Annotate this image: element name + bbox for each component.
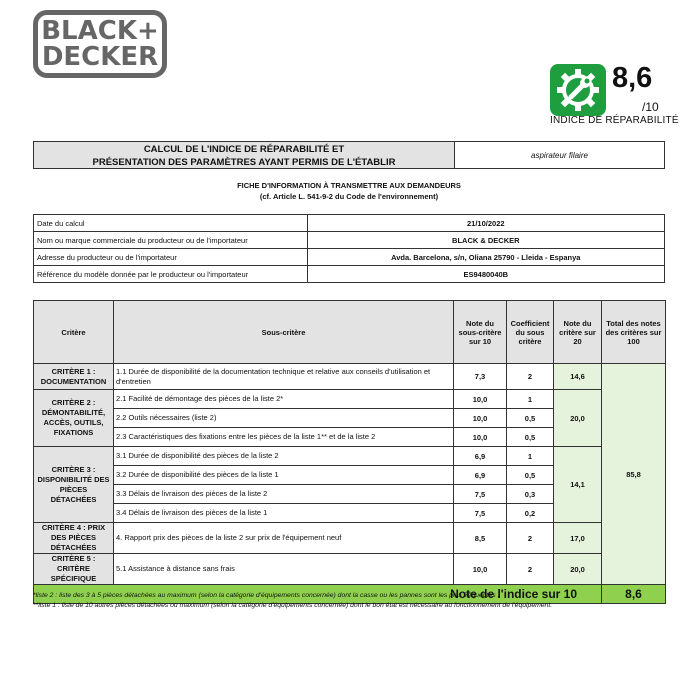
sub-coef: 0,5: [507, 466, 554, 485]
sub-note: 7,3: [454, 364, 507, 390]
header-row: [34, 301, 666, 364]
footnotes: [33, 591, 673, 611]
sub-criterion: 3.4 Délais de livraison des pièces de la liste 1: [114, 504, 454, 523]
criterion-score-1: 14,6: [554, 364, 602, 390]
final-score-label: Note de l'indice sur 10: [34, 585, 602, 604]
info-row: [34, 249, 665, 266]
wrench-gear-icon: [550, 64, 606, 116]
document-title: [34, 142, 455, 168]
title-box: [33, 141, 665, 169]
criterion-score-5: 20,0: [554, 554, 602, 585]
sub-note: 6,9: [454, 447, 507, 466]
sub-criterion: 3.3 Délais de livraison des pièces de la liste 2: [114, 485, 454, 504]
sub-note: 7,5: [454, 485, 507, 504]
title-line-1: CALCUL DE L'INDICE DE RÉPARABILITÉ ET: [143, 144, 345, 155]
title-line-2: PRÉSENTATION DES PARAMÈTRES AYANT PERMIS DE L'ÉTABLIR: [92, 157, 396, 168]
table-row: [34, 523, 666, 554]
info-value: BLACK & DECKER: [307, 232, 664, 249]
brand-logo: [33, 10, 167, 78]
criterion-3: CRITÈRE 3 : DISPONIBILITÉ DES PIÈCES DÉTACHÉES: [34, 447, 114, 523]
sub-note: 6,9: [454, 466, 507, 485]
sub-criterion: 2.3 Caractéristiques des fixations entre les pièces de la liste 1** et de la liste 2: [114, 428, 454, 447]
fiche-line-2: (cf. Article L. 541-9-2 du Code de l'environnement): [259, 192, 439, 201]
header-sous-critere: Sous-critère: [114, 301, 454, 364]
scoring-table: [33, 300, 666, 604]
criterion-5: CRITÈRE 5 : CRITÈRE SPÉCIFIQUE: [34, 554, 114, 585]
criterion-score-4: 17,0: [554, 523, 602, 554]
fiche-line-1: FICHE D'INFORMATION À TRANSMETTRE AUX DEMANDEURS: [237, 181, 461, 190]
logo-line-1: BLACK+: [41, 16, 159, 46]
sub-note: 10,0: [454, 409, 507, 428]
header-note10: Note du sous-critère sur 10: [454, 301, 507, 364]
info-label: Nom ou marque commerciale du producteur ou de l'importateur: [34, 232, 308, 249]
sub-criterion: 1.1 Durée de disponibilité de la documentation technique et relative aux conseils d'utilisation et d'entretien: [114, 364, 454, 390]
table-row: [34, 390, 666, 409]
sub-note: 10,0: [454, 554, 507, 585]
fiche-heading: [33, 180, 665, 202]
sub-coef: 0,3: [507, 485, 554, 504]
table-row: [34, 447, 666, 466]
sub-note: 10,0: [454, 390, 507, 409]
info-label: Référence du modèle donnée par le producteur ou l'importateur: [34, 266, 308, 283]
total-score: 85,8: [602, 364, 666, 585]
criterion-4: CRITÈRE 4 : PRIX DES PIÈCES DÉTACHÉES: [34, 523, 114, 554]
product-type: aspirateur filaire: [531, 150, 588, 160]
badge-score: 8,6: [612, 62, 653, 94]
sub-coef: 2: [507, 554, 554, 585]
logo-line-2: DECKER: [41, 42, 159, 72]
sub-note: 10,0: [454, 428, 507, 447]
header-coef: Coefficient du sous critère: [507, 301, 554, 364]
header-total: Total des notes des critères sur 100: [602, 301, 666, 364]
criterion-score-3: 14,1: [554, 447, 602, 523]
sub-note: 7,5: [454, 504, 507, 523]
criterion-score-2: 20,0: [554, 390, 602, 447]
sub-criterion: 3.2 Durée de disponibilité des pièces de la liste 1: [114, 466, 454, 485]
badge-label: INDICE DE RÉPARABILITÉ: [550, 115, 679, 126]
criterion-2: CRITÈRE 2 : DÉMONTABILITÉ, ACCÈS, OUTILS, FIXATIONS: [34, 390, 114, 447]
badge-out-of: /10: [642, 100, 659, 114]
info-value: 21/10/2022: [307, 215, 664, 232]
info-row: [34, 232, 665, 249]
sub-coef: 0,2: [507, 504, 554, 523]
info-value: ES9480040B: [307, 266, 664, 283]
info-value: Avda. Barcelona, s/n, Oliana 25790 - Lleida - Espanya: [307, 249, 664, 266]
sub-coef: 0,5: [507, 428, 554, 447]
sub-criterion: 5.1 Assistance à distance sans frais: [114, 554, 454, 585]
info-row: [34, 215, 665, 232]
sub-coef: 1: [507, 447, 554, 466]
sub-coef: 2: [507, 523, 554, 554]
criterion-1: CRITÈRE 1 : DOCUMENTATION: [34, 364, 114, 390]
final-score-value: 8,6: [602, 585, 666, 604]
sub-coef: 1: [507, 390, 554, 409]
sub-note: 8,5: [454, 523, 507, 554]
sub-coef: 2: [507, 364, 554, 390]
sub-coef: 0,5: [507, 409, 554, 428]
footnote-liste-1: **liste 1 : liste de 10 autres pièces détachées ou maximum (selon la catégorie d'équipements concernée) dont le bon état est nécessaire au fonctionnement de l'équipement.: [33, 602, 553, 609]
info-row: [34, 266, 665, 283]
table-row: [34, 364, 666, 390]
footnote-liste-2: *liste 2 : liste des 3 à 5 pièces détachées au maximum (selon la catégorie d'équipements concernée) dont la casse ou les pannes sont les plus fréquentes ;: [33, 592, 500, 599]
sub-criterion: 2.2 Outils nécessaires (liste 2): [114, 409, 454, 428]
info-label: Date du calcul: [34, 215, 308, 232]
header-critere: Critère: [34, 301, 114, 364]
sub-criterion: 2.1 Facilité de démontage des pièces de la liste 2*: [114, 390, 454, 409]
sub-criterion: 3.1 Durée de disponibilité des pièces de la liste 2: [114, 447, 454, 466]
sub-criterion: 4. Rapport prix des pièces de la liste 2 sur prix de l'équipement neuf: [114, 523, 454, 554]
header-note20: Note du critère sur 20: [554, 301, 602, 364]
table-row: [34, 554, 666, 585]
repairability-badge: [550, 62, 679, 130]
producer-info-table: [33, 214, 665, 283]
info-label: Adresse du producteur ou de l'importateur: [34, 249, 308, 266]
